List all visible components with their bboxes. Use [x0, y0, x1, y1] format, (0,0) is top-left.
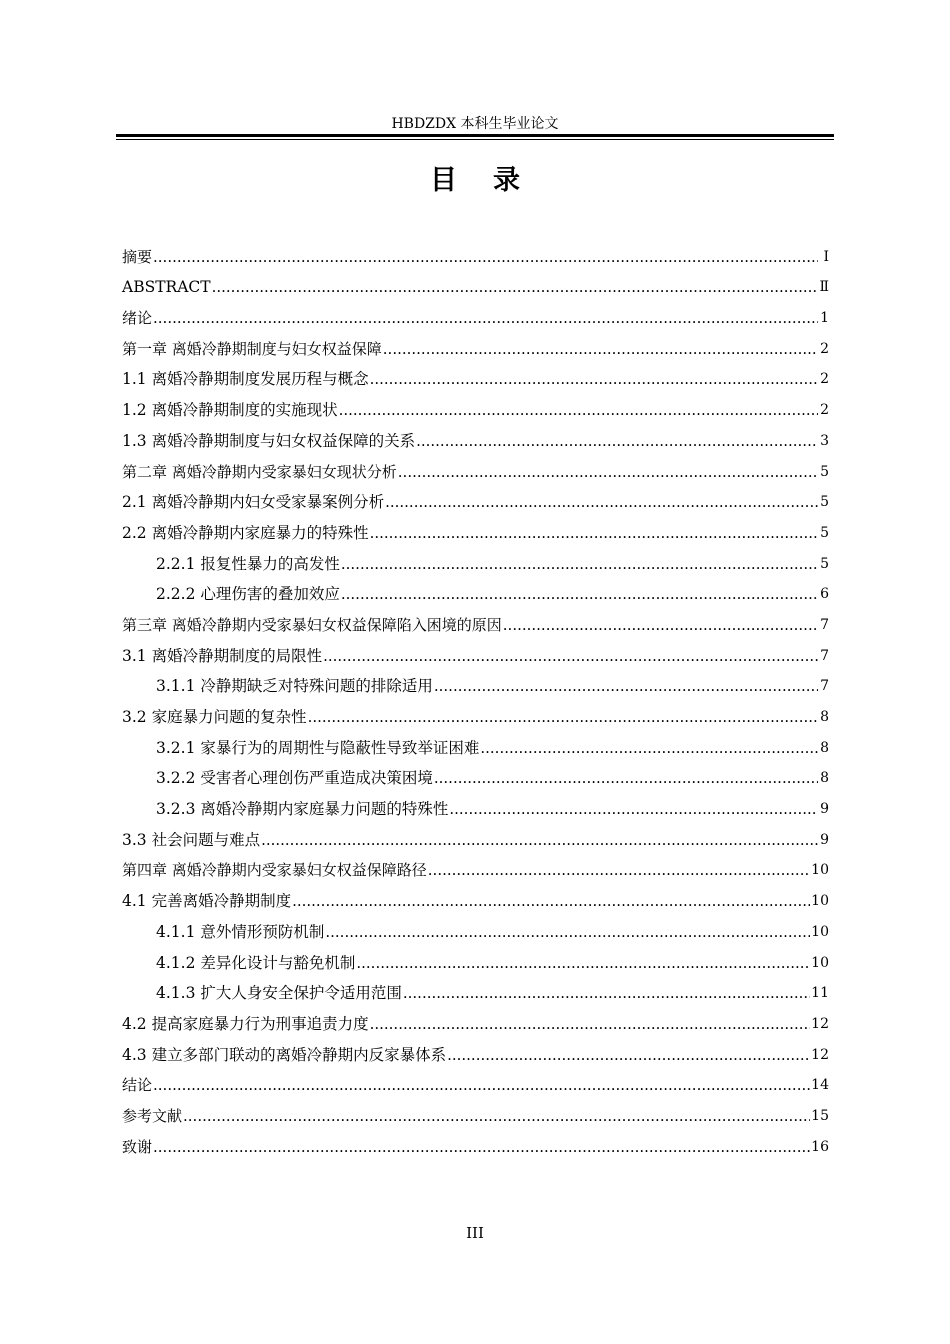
toc-entry[interactable]: [122, 819, 829, 850]
toc-dot-leader: [434, 676, 818, 696]
toc-entry[interactable]: [122, 696, 829, 727]
toc-entry-title: 3.3 社会问题与难点: [122, 830, 261, 849]
toc-dot-leader: [370, 1014, 811, 1034]
toc-entry[interactable]: [122, 297, 829, 328]
toc-entry[interactable]: [122, 359, 829, 390]
toc-dot-leader: [341, 554, 818, 574]
toc-dot-leader: [183, 1106, 810, 1126]
toc-entry-page: 3: [820, 432, 829, 449]
toc-entry[interactable]: [122, 328, 829, 359]
toc-entry-page: 6: [820, 586, 829, 603]
toc-entry-title: 2.2 离婚冷静期内家庭暴力的特殊性: [122, 523, 369, 542]
toc-entry[interactable]: [122, 512, 829, 543]
toc-entry-title: 参考文献: [122, 1106, 183, 1125]
toc-dot-leader: [370, 369, 818, 389]
toc-entry-title: 绪论: [122, 309, 153, 328]
toc-entry[interactable]: [122, 451, 829, 482]
toc-entry-title: 1.2 离婚冷静期制度的实施现状: [122, 401, 338, 420]
toc-entry-title: 致谢: [122, 1137, 153, 1156]
toc-entry-page: 7: [820, 616, 829, 633]
toc-entry-title: 4.1.2 差异化设计与豁免机制: [156, 953, 356, 972]
toc-entry-page: 2: [820, 340, 829, 357]
toc-entry[interactable]: [122, 420, 829, 451]
toc-entry-page: 8: [820, 739, 829, 756]
toc-dot-leader: [153, 247, 818, 267]
toc-entry-title: 4.3 建立多部门联动的离婚冷静期内反家暴体系: [122, 1045, 447, 1064]
toc-entry[interactable]: [122, 236, 829, 267]
toc-dot-leader: [212, 277, 818, 297]
toc-dot-leader: [261, 830, 818, 850]
toc-entry-page: 10: [811, 923, 829, 940]
header-rule-thin: [116, 139, 834, 140]
toc-entry[interactable]: [122, 727, 829, 758]
toc-entry[interactable]: [122, 389, 829, 420]
toc-dot-leader: [356, 953, 810, 973]
toc-entry-title: 3.2 家庭暴力问题的复杂性: [122, 708, 307, 726]
page-number: III: [466, 1224, 484, 1242]
toc-entry-title: 4.1.1 意外情形预防机制: [156, 922, 325, 941]
toc-entry-page: Ⅱ: [819, 279, 829, 296]
toc-entry-title: 2.2.1 报复性暴力的高发性: [156, 554, 340, 573]
toc-entry-page: 7: [820, 678, 829, 695]
toc-entry[interactable]: [122, 850, 829, 881]
toc-entry-page: I: [823, 248, 829, 265]
toc-entry-title: 2.1 离婚冷静期内妇女受家暴案例分析: [122, 493, 385, 512]
toc-dot-leader: [341, 584, 818, 604]
toc-dot-leader: [323, 646, 818, 666]
toc-entry[interactable]: [122, 1065, 829, 1096]
toc-entry-title: 1.1 离婚冷静期制度发展历程与概念: [122, 370, 369, 389]
toc-entry-page: 16: [811, 1138, 829, 1155]
toc-entry-title: 3.2.1 家暴行为的周期性与隐蔽性导致举证困难: [156, 738, 480, 757]
toc-entry-page: 10: [811, 954, 829, 971]
toc-entry-page: 9: [820, 831, 829, 848]
toc-entry-page: 12: [811, 1015, 829, 1032]
toc-entry[interactable]: [122, 1126, 829, 1157]
toc-dot-leader: [480, 738, 818, 758]
toc-dot-leader: [416, 431, 818, 451]
toc-entry-title: 4.2 提高家庭暴力行为刑事追责力度: [122, 1014, 369, 1033]
toc-dot-leader: [434, 768, 818, 788]
toc-entry-page: 8: [820, 709, 829, 725]
toc-entry[interactable]: [122, 911, 829, 942]
toc-entry[interactable]: [122, 880, 829, 911]
header-rule-thick: [116, 134, 834, 137]
toc-entry[interactable]: [122, 758, 829, 789]
toc-entry-title: 2.2.2 心理伤害的叠加效应: [156, 585, 340, 604]
toc-entry-title: 第四章 离婚冷静期内受家暴妇女权益保障路径: [122, 861, 427, 880]
toc-dot-leader: [403, 983, 810, 1003]
toc-entry-page: 12: [811, 1046, 829, 1063]
toc-dot-leader: [153, 1075, 810, 1095]
toc-dot-leader: [339, 400, 818, 420]
toc-entry[interactable]: [122, 635, 829, 666]
toc-entry-page: 1: [820, 310, 829, 327]
toc-entry-page: 5: [820, 463, 829, 480]
toc-entry[interactable]: [122, 574, 829, 605]
toc-entry-title: 4.1.3 扩大人身安全保护令适用范围: [156, 984, 402, 1003]
toc-entry-title: 3.2.3 离婚冷静期内家庭暴力问题的特殊性: [156, 800, 449, 819]
toc-entry-page: 15: [811, 1107, 829, 1124]
toc-entry-title: 3.1 离婚冷静期制度的局限性: [122, 646, 323, 665]
toc-dot-leader: [325, 922, 810, 942]
toc-entry-title: 第二章 离婚冷静期内受家暴妇女现状分析: [122, 462, 397, 481]
toc-entry-title: 第三章 离婚冷静期内受家暴妇女权益保障陷入困境的原因: [122, 615, 502, 634]
toc-entry[interactable]: [122, 973, 829, 1004]
toc-dot-leader: [153, 308, 818, 328]
toc-dot-leader: [503, 615, 818, 635]
toc-entry-title: 摘要: [122, 247, 153, 266]
toc-entry-title: 3.2.2 受害者心理创伤严重造成决策困境: [156, 769, 433, 788]
toc-entry-page: 11: [811, 985, 829, 1002]
toc-dot-leader: [308, 707, 818, 727]
toc-entry-page: 2: [820, 371, 829, 388]
toc-entry-page: 7: [820, 647, 829, 664]
toc-entry[interactable]: [122, 788, 829, 819]
toc-entry[interactable]: [122, 1034, 829, 1065]
toc-entry-title: 结论: [122, 1076, 153, 1095]
toc-entry-page: 10: [811, 862, 829, 879]
toc-entry[interactable]: [122, 942, 829, 973]
toc-entry-title: 1.3 离婚冷静期制度与妇女权益保障的关系: [122, 431, 416, 450]
toc-entry[interactable]: [122, 543, 829, 574]
toc-dot-leader: [370, 523, 818, 543]
toc-dot-leader: [292, 891, 810, 911]
toc-entry-page: 5: [820, 555, 829, 572]
toc-entry-page: 5: [820, 524, 829, 541]
toc-dot-leader: [447, 1045, 810, 1065]
toc-dot-leader: [383, 339, 818, 359]
toc-entry[interactable]: [122, 1095, 829, 1126]
toc-dot-leader: [385, 492, 818, 512]
toc-dot-leader: [398, 462, 818, 482]
toc-entry-page: 10: [811, 893, 829, 910]
toc-entry-title: 第一章 离婚冷静期制度与妇女权益保障: [122, 339, 382, 358]
toc-entry[interactable]: [122, 267, 829, 298]
toc-entry-page: 2: [820, 402, 829, 419]
toc-entry-page: 9: [820, 801, 829, 818]
toc-entry-page: 14: [811, 1077, 829, 1094]
toc-entry-title: ABSTRACT: [122, 278, 211, 297]
table-of-contents: [122, 236, 829, 1157]
toc-entry-page: 8: [820, 770, 829, 787]
page-title: 目录: [430, 165, 556, 196]
toc-entry[interactable]: [122, 604, 829, 635]
running-header: HBDZDX 本科生毕业论文: [391, 116, 559, 132]
toc-entry[interactable]: [122, 482, 829, 513]
toc-entry-page: 5: [820, 494, 829, 511]
toc-entry-title: 3.1.1 冷静期缺乏对特殊问题的排除适用: [156, 677, 433, 696]
toc-entry-title: 4.1 完善离婚冷静期制度: [122, 892, 292, 911]
toc-dot-leader: [153, 1137, 810, 1157]
toc-dot-leader: [428, 860, 810, 880]
toc-entry[interactable]: [122, 1003, 829, 1034]
toc-dot-leader: [449, 799, 818, 819]
toc-entry[interactable]: [122, 666, 829, 697]
